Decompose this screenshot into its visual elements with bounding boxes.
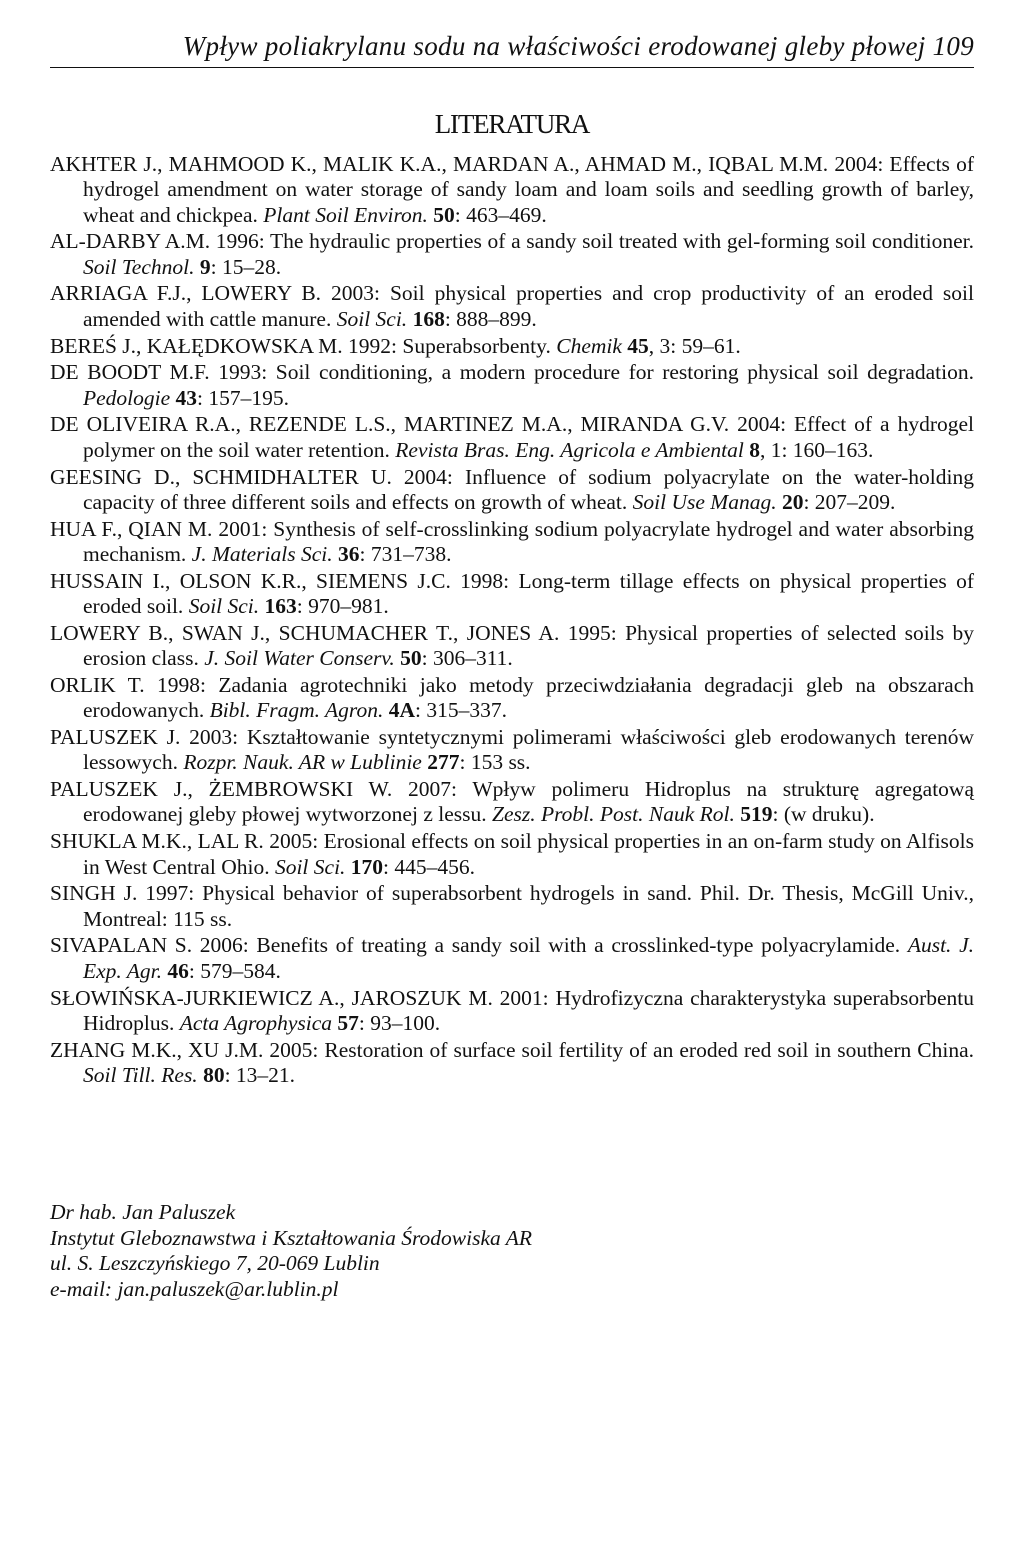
journal-title: Pedologie bbox=[83, 385, 171, 410]
journal-title: Soil Till. Res. bbox=[83, 1062, 198, 1087]
journal-title: Plant Soil Environ. bbox=[263, 202, 428, 227]
pages: : 445–456. bbox=[383, 854, 476, 879]
journal-title: Soil Sci. bbox=[188, 594, 260, 619]
reference-entry bbox=[50, 777, 974, 828]
reference-entry bbox=[50, 334, 974, 359]
author-institution: Instytut Gleboznawstwa i Kształtowania Środowiska AR bbox=[50, 1225, 532, 1250]
volume-number: 170 bbox=[350, 854, 384, 879]
reference-list bbox=[50, 152, 974, 1090]
volume-number: 80 bbox=[203, 1062, 225, 1087]
author-name: Dr hab. Jan Paluszek bbox=[50, 1200, 236, 1224]
reference-entry bbox=[50, 933, 974, 984]
pages: : (w druku). bbox=[772, 802, 875, 827]
reference-entry bbox=[50, 517, 974, 568]
journal-title: Soil Technol. bbox=[83, 254, 195, 279]
reference-text: SINGH J. 1997: Physical behavior of superabsorbent hydrogels in sand. Phil. Dr. Thesis, McGill Univ., Montreal: 115 ss. bbox=[50, 881, 974, 931]
volume-number: 46 bbox=[167, 958, 189, 983]
pages: : 888–899. bbox=[444, 306, 537, 331]
journal-title: Bibl. Fragm. Agron. bbox=[209, 698, 384, 723]
reference-entry bbox=[50, 229, 974, 280]
reference-entry bbox=[50, 621, 974, 672]
journal-title: Acta Agrophysica bbox=[179, 1010, 333, 1035]
author-address bbox=[50, 1200, 974, 1302]
reference-text: HUSSAIN I., OLSON K.R., SIEMENS J.C. 1998: Long-term tillage effects on physical properties of eroded soil. bbox=[50, 568, 974, 619]
author-street: ul. S. Leszczyńskiego 7, 20-069 Lublin bbox=[50, 1251, 380, 1275]
reference-text: DE BOODT M.F. 1993: Soil conditioning, a modern procedure for restoring physical soil degradation. bbox=[50, 360, 974, 385]
volume-number: 43 bbox=[175, 385, 198, 410]
reference-text: ARRIAGA F.J., LOWERY B. 2003: Soil physical properties and crop productivity of an eroded soil amended with cattle manure. bbox=[50, 281, 974, 331]
reference-text: AKHTER J., MAHMOOD K., MALIK K.A., MARDAN A., AHMAD M., IQBAL M.M. 2004: Effects of hydrogel amendment on water storage of sandy loam and loam soils and seedling growth of barley, wheat and chickpea. bbox=[50, 152, 974, 227]
pages: , 1: 160–163. bbox=[759, 437, 874, 462]
reference-text: BEREŚ J., KAŁĘDKOWSKA M. 1992: Superabsorbenty. bbox=[50, 333, 557, 358]
reference-text: SHUKLA M.K., LAL R. 2005: Erosional effects on soil physical properties in an on-farm study on Alfisols in West Central Ohio. bbox=[50, 829, 974, 879]
pages: : 579–584. bbox=[188, 958, 281, 983]
journal-title: Soil Sci. bbox=[336, 306, 408, 331]
pages: : 731–738. bbox=[359, 541, 452, 566]
reference-entry bbox=[50, 829, 974, 880]
reference-entry bbox=[50, 569, 974, 620]
volume-number: 9 bbox=[199, 254, 211, 279]
reference-text: DE OLIVEIRA R.A., REZENDE L.S., MARTINEZ M.A., MIRANDA G.V. 2004: Effect of a hydrogel polymer on the soil water retention. bbox=[50, 412, 974, 462]
reference-entry bbox=[50, 725, 974, 776]
journal-title: Chemik bbox=[556, 333, 622, 358]
reference-entry bbox=[50, 673, 974, 724]
journal-title: Aust. J. Exp. Agr. bbox=[83, 933, 974, 983]
journal-title: Revista Bras. Eng. Agricola e Ambiental bbox=[395, 437, 744, 462]
journal-title: Soil Use Manag. bbox=[632, 489, 777, 514]
reference-entry bbox=[50, 152, 974, 228]
volume-number: 20 bbox=[781, 489, 804, 514]
volume-number: 4A bbox=[388, 698, 416, 723]
volume-number: 163 bbox=[264, 594, 297, 619]
volume-number: 36 bbox=[337, 541, 360, 566]
reference-text: LOWERY B., SWAN J., SCHUMACHER T., JONES A. 1995: Physical properties of selected soils by erosion class. bbox=[50, 620, 974, 671]
pages: : 93–100. bbox=[358, 1010, 441, 1035]
header-rule bbox=[50, 67, 974, 68]
pages: : 157–195. bbox=[197, 385, 290, 410]
volume-number: 277 bbox=[427, 750, 460, 775]
volume-number: 168 bbox=[412, 306, 445, 331]
journal-title: J. Materials Sci. bbox=[191, 541, 333, 566]
journal-title: Rozpr. Nauk. AR w Lublinie bbox=[183, 750, 422, 775]
reference-text: AL-DARBY A.M. 1996: The hydraulic properties of a sandy soil treated with gel-forming soil conditioner. bbox=[50, 229, 974, 254]
pages: : 13–21. bbox=[224, 1062, 296, 1087]
pages: : 463–469. bbox=[454, 202, 547, 227]
journal-title: Soil Sci. bbox=[274, 854, 346, 879]
section-title: LITERATURA bbox=[434, 109, 590, 139]
pages: : 15–28. bbox=[210, 254, 282, 279]
reference-text: HUA F., QIAN M. 2001: Synthesis of self-crosslinking sodium polyacrylate hydrogel and water absorbing mechanism. bbox=[50, 516, 974, 566]
reference-entry bbox=[50, 465, 974, 516]
reference-text: PALUSZEK J. 2003: Kształtowanie syntetycznymi polimerami właściwości gleb erodowanych terenów lessowych. bbox=[50, 725, 974, 775]
pages: , 3: 59–61. bbox=[648, 333, 741, 358]
reference-entry bbox=[50, 986, 974, 1037]
reference-text: ORLIK T. 1998: Zadania agrotechniki jako metody przeciwdziałania degradacji gleb na obszarach erodowanych. bbox=[50, 672, 974, 723]
reference-entry bbox=[50, 881, 974, 932]
volume-number: 8 bbox=[749, 437, 760, 462]
reference-entry bbox=[50, 360, 974, 411]
journal-title: Zesz. Probl. Post. Nauk Rol. bbox=[491, 802, 735, 827]
volume-number: 57 bbox=[337, 1010, 359, 1035]
author-email: e-mail: jan.paluszek@ar.lublin.pl bbox=[50, 1276, 339, 1301]
reference-text: GEESING D., SCHMIDHALTER U. 2004: Influence of sodium polyacrylate on the water-holding capacity of three different soils and effects on growth of wheat. bbox=[50, 464, 974, 514]
pages: : 207–209. bbox=[803, 489, 896, 514]
volume-number: 50 bbox=[433, 202, 455, 227]
reference-entry bbox=[50, 1038, 974, 1089]
volume-number: 519 bbox=[740, 802, 773, 827]
volume-number: 45 bbox=[627, 333, 649, 358]
pages: : 315–337. bbox=[415, 698, 508, 723]
reference-text: SIVAPALAN S. 2006: Benefits of treating a sandy soil with a crosslinked-type polyacrylamide. bbox=[50, 933, 908, 958]
journal-title: J. Soil Water Conserv. bbox=[204, 646, 395, 671]
reference-entry bbox=[50, 412, 974, 463]
reference-text: SŁOWIŃSKA-JURKIEWICZ A., JAROSZUK M. 2001: Hydrofizyczna charakterystyka superabsorbentu Hidroplus. bbox=[50, 985, 974, 1035]
pages: : 970–981. bbox=[296, 594, 389, 619]
reference-entry bbox=[50, 281, 974, 332]
reference-text: PALUSZEK J., ŻEMBROWSKI W. 2007: Wpływ polimeru Hidroplus na strukturę agregatową erodowanej gleby płowej wytworzonej z lessu. bbox=[50, 777, 974, 827]
volume-number: 50 bbox=[400, 646, 422, 671]
running-head: Wpływ poliakrylanu sodu na właściwości erodowanej gleby płowej 109 bbox=[182, 31, 974, 61]
reference-text: ZHANG M.K., XU J.M. 2005: Restoration of surface soil fertility of an eroded red soil in southern China. bbox=[50, 1037, 974, 1062]
pages: : 306–311. bbox=[421, 646, 513, 671]
pages: : 153 ss. bbox=[459, 750, 531, 775]
